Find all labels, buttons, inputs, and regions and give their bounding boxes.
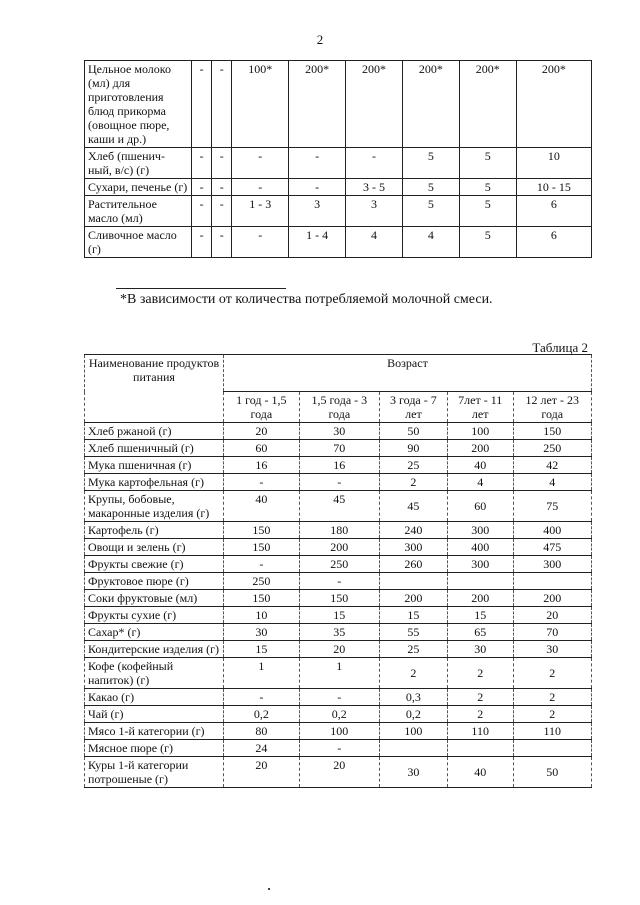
product-name: Мука картофельная (г) <box>85 474 224 491</box>
table-cell: 2 <box>379 474 447 491</box>
table-cell: 200 <box>447 440 513 457</box>
table-cell: 100* <box>232 61 289 148</box>
table-row <box>85 658 592 689</box>
table-cell: - <box>192 61 212 148</box>
table-cell: 40 <box>447 757 513 788</box>
table-row <box>85 573 592 590</box>
table-cell: 5 <box>402 179 459 196</box>
table-row <box>85 757 592 788</box>
table-cell: 60 <box>447 491 513 522</box>
header-age-column: 3 года - 7 лет <box>379 392 447 423</box>
header-age-column: 1 год - 1,5 года <box>224 392 300 423</box>
product-name: Мясное пюре (г) <box>85 740 224 757</box>
table-row <box>85 179 592 196</box>
header-age-column: 1,5 года - 3 года <box>299 392 379 423</box>
table-cell: - <box>232 148 289 179</box>
table-cell: 4 <box>402 227 459 258</box>
product-name: Хлеб пшеничный (г) <box>85 440 224 457</box>
table-cell: - <box>212 227 232 258</box>
table-cell: 35 <box>299 624 379 641</box>
table-cell: 1 <box>299 658 379 689</box>
table-cell: 10 <box>516 148 591 179</box>
table-cell: 100 <box>379 723 447 740</box>
table-cell: - <box>289 179 346 196</box>
product-name: Сливочное масло (г) <box>85 227 192 258</box>
table-cell: 100 <box>299 723 379 740</box>
table-cell: 5 <box>402 196 459 227</box>
table-row <box>85 539 592 556</box>
table-cell: 42 <box>513 457 591 474</box>
table-row <box>85 740 592 757</box>
table-cell: 15 <box>379 607 447 624</box>
page-number: 2 <box>316 32 324 47</box>
product-name: Куры 1-й категории потрошеные (г) <box>85 757 224 788</box>
table-cell: 60 <box>224 440 300 457</box>
product-name: Фрукты сухие (г) <box>85 607 224 624</box>
table-cell: - <box>212 61 232 148</box>
product-name: Соки фруктовые (мл) <box>85 590 224 607</box>
table-row <box>85 689 592 706</box>
table-cell: 80 <box>224 723 300 740</box>
table-cell: 65 <box>447 624 513 641</box>
table-cell: - <box>299 573 379 590</box>
product-name: Чай (г) <box>85 706 224 723</box>
table-cell: 30 <box>379 757 447 788</box>
header-age-column: 12 лет - 23 года <box>513 392 591 423</box>
table-cell: 20 <box>299 641 379 658</box>
header-age-column: 7лет - 11 лет <box>447 392 513 423</box>
product-name: Кондитерские изделия (г) <box>85 641 224 658</box>
table-cell: - <box>192 148 212 179</box>
table-cell: 200* <box>289 61 346 148</box>
table-cell: 240 <box>379 522 447 539</box>
table-cell: 10 - 15 <box>516 179 591 196</box>
table-row <box>85 706 592 723</box>
table-cell: 150 <box>224 522 300 539</box>
table-cell: - <box>212 179 232 196</box>
table-cell: - <box>224 474 300 491</box>
table-cell: 30 <box>513 641 591 658</box>
table-row <box>85 423 592 440</box>
table-cell: 200* <box>516 61 591 148</box>
table-cell: 110 <box>513 723 591 740</box>
table-cell: 2 <box>513 706 591 723</box>
table-cell: 2 <box>513 689 591 706</box>
table-row <box>85 556 592 573</box>
product-name: Мука пшеничная (г) <box>85 457 224 474</box>
table-cell: 24 <box>224 740 300 757</box>
table-cell: 3 <box>289 196 346 227</box>
table-cell: 6 <box>516 196 591 227</box>
product-name: Мясо 1-й категории (г) <box>85 723 224 740</box>
table-cell: - <box>299 474 379 491</box>
table-cell: 0,2 <box>379 706 447 723</box>
table-cell: 25 <box>379 641 447 658</box>
table-cell: 300 <box>513 556 591 573</box>
table-cell: 5 <box>459 148 516 179</box>
table-cell: 475 <box>513 539 591 556</box>
table-cell <box>447 573 513 590</box>
table-row <box>85 723 592 740</box>
table-cell: - <box>192 196 212 227</box>
table-cell: 180 <box>299 522 379 539</box>
table-row <box>85 491 592 522</box>
table-cell: 5 <box>402 148 459 179</box>
table-row <box>85 61 592 148</box>
table-cell: 250 <box>224 573 300 590</box>
table-cell: - <box>192 179 212 196</box>
table-cell: 5 <box>459 227 516 258</box>
table-cell: - <box>212 196 232 227</box>
table-cell: 20 <box>224 757 300 788</box>
table-cell: 1 <box>224 658 300 689</box>
table-cell: - <box>299 689 379 706</box>
table-cell: 150 <box>513 423 591 440</box>
table-row <box>85 474 592 491</box>
table-cell: 20 <box>224 423 300 440</box>
table-cell: 3 - 5 <box>346 179 403 196</box>
product-name: Картофель (г) <box>85 522 224 539</box>
table-cell: 2 <box>379 658 447 689</box>
table-cell: 6 <box>516 227 591 258</box>
table-cell <box>513 740 591 757</box>
table-cell: - <box>232 179 289 196</box>
table-cell: 250 <box>513 440 591 457</box>
header-product-name: Наименование продуктов питания <box>85 355 224 423</box>
table-row <box>85 590 592 607</box>
nutrition-table-2 <box>84 354 592 788</box>
product-name: Крупы, бобовые, макаронные изделия (г) <box>85 491 224 522</box>
table-row <box>85 440 592 457</box>
table-row <box>85 624 592 641</box>
table-cell: 5 <box>459 179 516 196</box>
table-cell: 55 <box>379 624 447 641</box>
footnote: *В зависимости от количества потребляемой молочной смеси. <box>120 292 493 307</box>
table-cell: 400 <box>447 539 513 556</box>
table-cell: 3 <box>346 196 403 227</box>
table-row <box>85 457 592 474</box>
scan-artifact <box>268 888 270 890</box>
table-cell: 15 <box>299 607 379 624</box>
table-cell: 30 <box>447 641 513 658</box>
table-cell: 0,2 <box>299 706 379 723</box>
table-cell: - <box>224 556 300 573</box>
table-cell: 300 <box>379 539 447 556</box>
table-cell: 200 <box>379 590 447 607</box>
table-row <box>85 522 592 539</box>
product-name: Растительное масло (мл) <box>85 196 192 227</box>
table-cell: - <box>224 689 300 706</box>
table-cell: 90 <box>379 440 447 457</box>
table-cell: 2 <box>447 689 513 706</box>
table-cell: 2 <box>513 658 591 689</box>
product-name: Хлеб (пшенич-ный, в/с) (г) <box>85 148 192 179</box>
table-cell: 20 <box>513 607 591 624</box>
table-cell: 4 <box>346 227 403 258</box>
table-cell: - <box>346 148 403 179</box>
product-name: Какао (г) <box>85 689 224 706</box>
table-cell: 200* <box>346 61 403 148</box>
table-cell: 200 <box>513 590 591 607</box>
table-cell: 0,2 <box>224 706 300 723</box>
table-row <box>85 148 592 179</box>
table-cell: 40 <box>224 491 300 522</box>
product-name: Кофе (кофейный напиток) (г) <box>85 658 224 689</box>
table-cell: 200* <box>402 61 459 148</box>
table-cell: 45 <box>379 491 447 522</box>
table-cell: 20 <box>299 757 379 788</box>
table-cell: 200 <box>447 590 513 607</box>
table-row <box>85 641 592 658</box>
table-cell: - <box>192 227 212 258</box>
table-cell: 2 <box>447 658 513 689</box>
product-name: Фрукты свежие (г) <box>85 556 224 573</box>
product-name: Сахар* (г) <box>85 624 224 641</box>
table-cell: 75 <box>513 491 591 522</box>
table-cell: - <box>299 740 379 757</box>
nutrition-table-1 <box>84 60 592 258</box>
table-cell: 25 <box>379 457 447 474</box>
product-name: Фруктовое пюре (г) <box>85 573 224 590</box>
table-cell: 110 <box>447 723 513 740</box>
table-cell <box>379 740 447 757</box>
table-cell: 50 <box>379 423 447 440</box>
table-cell: - <box>212 148 232 179</box>
table-cell: 200 <box>299 539 379 556</box>
table-cell: 4 <box>447 474 513 491</box>
table-cell <box>379 573 447 590</box>
table-caption: Таблица 2 <box>532 340 588 355</box>
table-cell: 200* <box>459 61 516 148</box>
table-cell <box>513 573 591 590</box>
table-row <box>85 607 592 624</box>
footnote-divider <box>116 288 286 289</box>
table-cell: 40 <box>447 457 513 474</box>
table-cell: 70 <box>299 440 379 457</box>
table-cell: 260 <box>379 556 447 573</box>
table-cell: 150 <box>224 539 300 556</box>
table-cell: 16 <box>224 457 300 474</box>
table-cell: 15 <box>224 641 300 658</box>
table-cell: 300 <box>447 522 513 539</box>
table-cell: 30 <box>224 624 300 641</box>
product-name: Сухари, печенье (г) <box>85 179 192 196</box>
table-cell: 70 <box>513 624 591 641</box>
table-cell: 30 <box>299 423 379 440</box>
table-row <box>85 196 592 227</box>
table-cell: - <box>232 227 289 258</box>
header-age-group: Возраст <box>224 355 592 392</box>
product-name: Хлеб ржаной (г) <box>85 423 224 440</box>
table-cell: 0,3 <box>379 689 447 706</box>
table-cell: - <box>289 148 346 179</box>
table-cell: 16 <box>299 457 379 474</box>
table-cell: 100 <box>447 423 513 440</box>
product-name: Овощи и зелень (г) <box>85 539 224 556</box>
table-cell: 300 <box>447 556 513 573</box>
table-header-row <box>85 355 592 392</box>
table-cell: 1 - 4 <box>289 227 346 258</box>
table-cell: 15 <box>447 607 513 624</box>
table-cell: 50 <box>513 757 591 788</box>
table-row <box>85 227 592 258</box>
table-cell: 1 - 3 <box>232 196 289 227</box>
table-cell: 2 <box>447 706 513 723</box>
table-cell: 5 <box>459 196 516 227</box>
product-name: Цельное молоко (мл) для приготовления блюд прикорма (овощное пюре, каши и др.) <box>85 61 192 148</box>
table-cell: 150 <box>299 590 379 607</box>
table-cell <box>447 740 513 757</box>
table-cell: 400 <box>513 522 591 539</box>
table-cell: 10 <box>224 607 300 624</box>
table-cell: 45 <box>299 491 379 522</box>
table-cell: 250 <box>299 556 379 573</box>
table-cell: 4 <box>513 474 591 491</box>
table-cell: 150 <box>224 590 300 607</box>
